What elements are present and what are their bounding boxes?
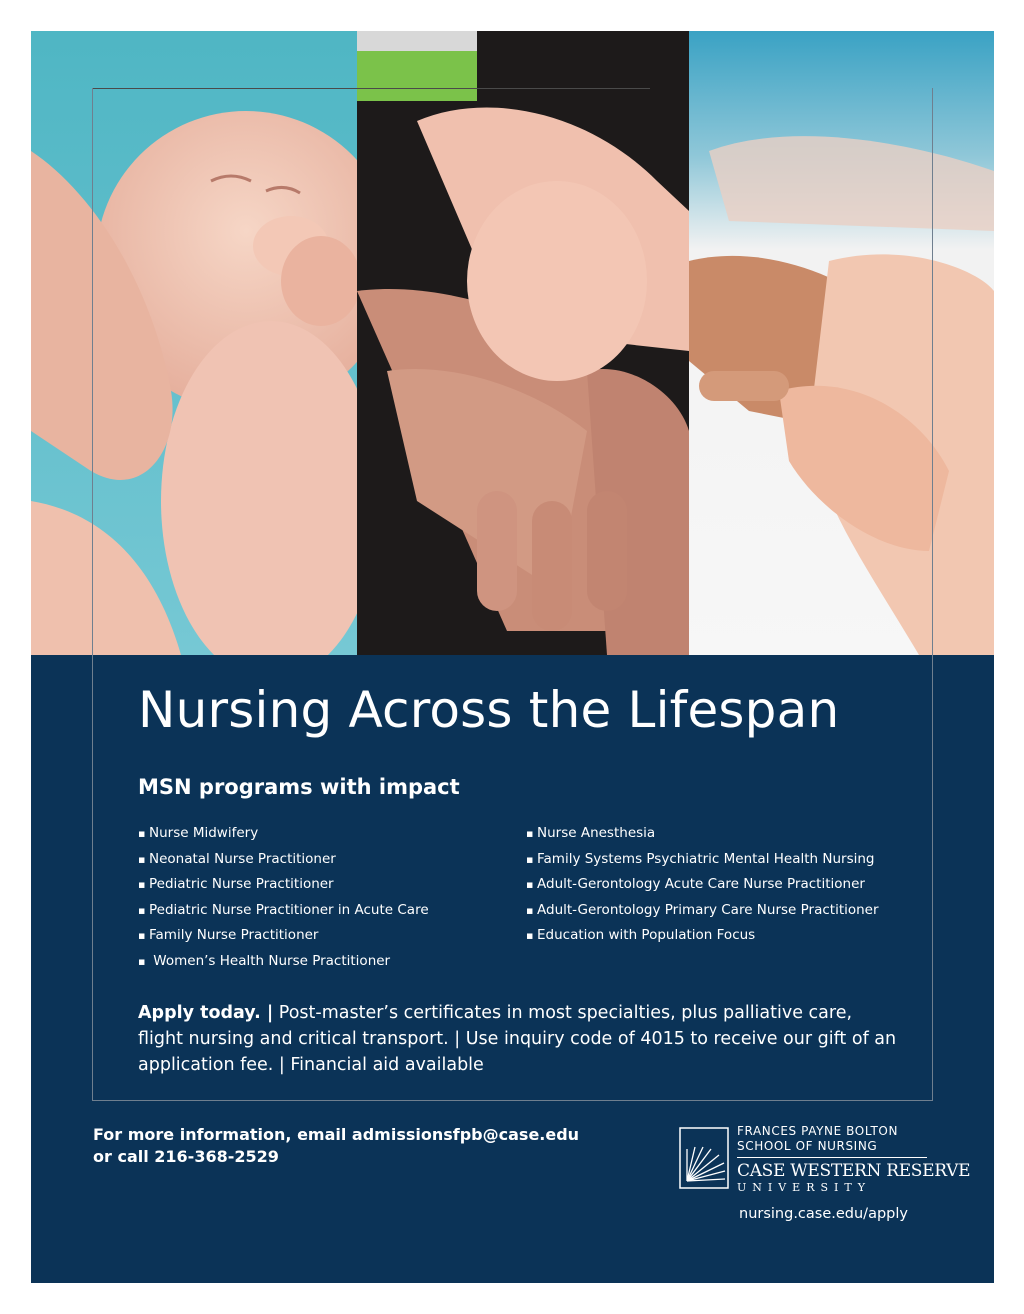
list-item: ▪ Adult-Gerontology Acute Care Nurse Practitioner (526, 872, 879, 898)
logo-text (737, 1124, 970, 1194)
list-item: ▪ Pediatric Nurse Practitioner (138, 872, 526, 898)
page-title: Nursing Across the Lifespan (138, 681, 840, 739)
program-list-left (138, 821, 526, 975)
apply-lead: Apply today. | (138, 1003, 274, 1023)
logo-school-subname: SCHOOL OF NURSING (737, 1139, 878, 1153)
list-item: ▪ Nurse Anesthesia (526, 821, 879, 847)
school-logo (679, 1124, 971, 1194)
list-item: ▪ Pediatric Nurse Practitioner in Acute Care (138, 898, 526, 924)
list-item: ▪ Family Nurse Practitioner (138, 923, 526, 949)
apply-body: Post-master’s certificates in most specialties, plus palliative care, flight nursing and critical transport. | Use inquiry code of 4015 to receive our gift of an application fee. | Financial aid available (138, 1003, 897, 1075)
list-item: ▪ Nurse Midwifery (138, 821, 526, 847)
list-item: ▪ Adult-Gerontology Primary Care Nurse Practitioner (526, 898, 879, 924)
list-item: ▪ Women’s Health Nurse Practitioner (138, 949, 526, 975)
program-list (138, 821, 918, 975)
list-item: ▪ Neonatal Nurse Practitioner (138, 847, 526, 873)
newborn-photo (31, 31, 357, 655)
contact-phone-line: or call 216-368-2529 (93, 1147, 279, 1166)
elderly-hands-photo (689, 31, 994, 655)
photo-strip (31, 31, 994, 655)
program-list-right (526, 821, 879, 975)
apply-paragraph (138, 1000, 898, 1078)
list-item: ▪ Education with Population Focus (526, 923, 879, 949)
contact-info (93, 1124, 579, 1168)
sunburst-logo-icon (679, 1127, 729, 1189)
contact-email-line: For more information, email admissionsfpb@case.edu (93, 1125, 580, 1144)
logo-school-name: FRANCES PAYNE BOLTON (737, 1124, 899, 1138)
subtitle: MSN programs with impact (138, 775, 460, 799)
logo-university-sub: UNIVERSITY (737, 1181, 871, 1194)
frame-top-line (92, 88, 650, 89)
logo-divider (737, 1157, 927, 1158)
stacked-hands-photo (357, 31, 689, 655)
poster (31, 31, 994, 1283)
list-item: ▪ Family Systems Psychiatric Mental Health Nursing (526, 847, 879, 873)
logo-university: CASE WESTERN RESERVE (737, 1161, 971, 1181)
website-link[interactable]: nursing.case.edu/apply (739, 1206, 908, 1222)
